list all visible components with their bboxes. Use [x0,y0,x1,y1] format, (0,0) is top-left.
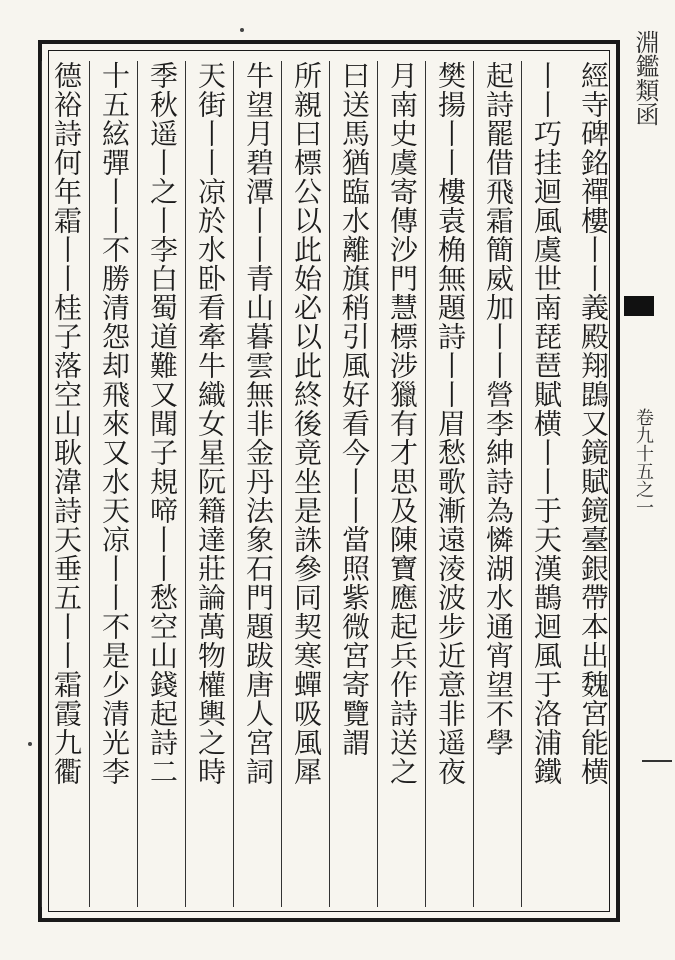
margin-strip [620,0,675,960]
text-column-9: 天街丨丨凉於水卧看牽牛織女星阮籍達莊論萬物權輿之時 [185,61,234,907]
book-title: 淵鑑類函 [631,30,659,126]
text-column-4: 樊揚丨丨樓袁桷無題詩丨丨眉愁歌漸遠淩波步近意非遥夜 [425,61,474,907]
fish-tail-mark [624,296,654,316]
text-column-3: 起詩罷借飛霜簡威加丨丨營李紳詩為憐湖水通宵望不學 [473,61,522,907]
ink-speck [240,28,244,32]
margin-rule [642,760,672,762]
text-column-6: 曰送馬猶臨水離旗稍引風好看今丨丨當照紫微宮寄覽謂 [329,61,378,907]
volume-label: 卷九十五之一 [633,408,654,516]
text-column-10: 季秋遥丨之丨李白蜀道難又聞子規啼丨丨愁空山錢起詩二 [137,61,186,907]
text-column-5: 月南史虞寄傳沙門慧標涉獵有才思及陳寶應起兵作詩送之 [377,61,426,907]
text-column-2: 丨丨巧挂迴風虞世南琵琶賦横丨丨于天漢鵲迴風于洛浦鐵 [521,61,570,907]
ink-speck [28,742,32,746]
text-column-11: 十五絃彈丨丨不勝清怨却飛來又水天凉丨丨不是少清光李 [89,61,138,907]
text-column-7: 所親曰標公以此始必以此終後竟坐是誅參同契寒蟬吸風犀 [281,61,330,907]
text-column-12: 德裕詩何年霜丨丨桂子落空山耿湋詩天垂五丨丨霜霞九衢 [41,61,90,907]
page-frame [38,40,620,922]
text-column-1: 經寺碑銘禪樓丨丨義殿翔鵾又鏡賦鏡臺銀帶本出魏宮能横 [577,61,610,786]
text-column-8: 牛望月碧潭丨丨青山暮雲無非金丹法象石門題跋唐人宮詞 [233,61,282,907]
text-area [48,50,610,912]
